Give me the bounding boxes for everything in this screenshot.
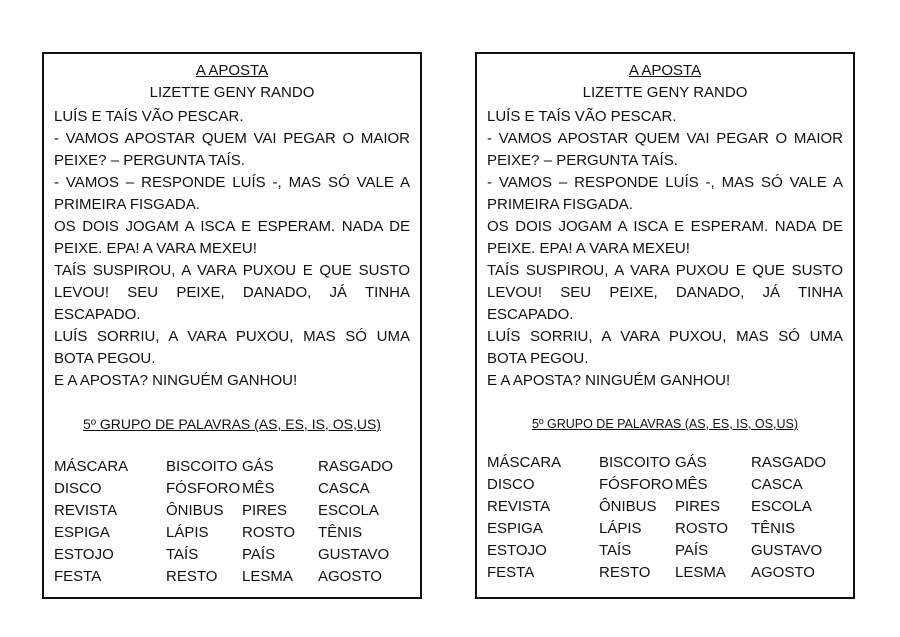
word-cell: LÁPIS bbox=[599, 520, 642, 537]
word-cell: REVISTA bbox=[54, 502, 118, 519]
word-cell: DISCO bbox=[54, 480, 102, 497]
story-paragraph: LUÍS E TAÍS VÃO PESCAR. bbox=[487, 108, 677, 125]
story-paragraph: - VAMOS APOSTAR QUEM VAI PEGAR O MAIOR PEIXE? – PERGUNTA TAÍS. bbox=[487, 130, 843, 169]
story-paragraph: LUÍS E TAÍS VÃO PESCAR. bbox=[54, 108, 244, 125]
story-paragraph: E A APOSTA? NINGUÉM GANHOU! bbox=[487, 372, 731, 389]
worksheet-card-right bbox=[475, 52, 855, 599]
word-cell: ESPIGA bbox=[487, 520, 543, 537]
word-cell: ESPIGA bbox=[54, 524, 110, 541]
word-cell: BISCOITO bbox=[166, 458, 238, 475]
story-paragraph: E A APOSTA? NINGUÉM GANHOU! bbox=[54, 372, 298, 389]
word-group-title: 5º GRUPO DE PALAVRAS (AS, ES, IS, OS,US) bbox=[532, 417, 798, 431]
word-cell: TAÍS bbox=[166, 546, 199, 563]
word-cell: PAÍS bbox=[242, 546, 276, 563]
word-cell: GÁS bbox=[675, 454, 707, 471]
word-cell: ESCOLA bbox=[318, 502, 379, 519]
word-cell: GUSTAVO bbox=[318, 546, 390, 563]
word-cell: ESCOLA bbox=[751, 498, 812, 515]
story-paragraph: OS DOIS JOGAM A ISCA E ESPERAM. NADA DE PEIXE. EPA! A VARA MEXEU! bbox=[54, 218, 410, 257]
word-cell: GÁS bbox=[242, 458, 274, 475]
word-cell: FESTA bbox=[487, 564, 535, 581]
story-text bbox=[487, 106, 843, 392]
word-cell: PIRES bbox=[675, 498, 721, 515]
worksheet-card-left bbox=[42, 52, 422, 599]
word-cell: MÊS bbox=[242, 480, 275, 497]
word-cell: GUSTAVO bbox=[751, 542, 823, 559]
word-cell: LESMA bbox=[675, 564, 726, 581]
word-grid bbox=[487, 454, 847, 594]
word-cell: RASGADO bbox=[318, 458, 394, 475]
word-cell: PIRES bbox=[242, 502, 288, 519]
word-cell: TAÍS bbox=[599, 542, 632, 559]
word-cell: BISCOITO bbox=[599, 454, 671, 471]
word-cell: DISCO bbox=[487, 476, 535, 493]
story-paragraph: - VAMOS APOSTAR QUEM VAI PEGAR O MAIOR PEIXE? – PERGUNTA TAÍS. bbox=[54, 130, 410, 169]
word-cell: MÊS bbox=[675, 476, 708, 493]
word-cell: ÔNIBUS bbox=[599, 498, 657, 515]
word-cell: MÁSCARA bbox=[487, 454, 562, 471]
word-cell: ESTOJO bbox=[54, 546, 114, 563]
story-title: A APOSTA bbox=[628, 62, 702, 79]
word-cell: TÊNIS bbox=[751, 520, 796, 537]
word-grid bbox=[54, 458, 414, 598]
word-cell: REVISTA bbox=[487, 498, 551, 515]
story-paragraph: TAÍS SUSPIROU, A VARA PUXOU E QUE SUSTO LEVOU! SEU PEIXE, DANADO, JÁ TINHA ESCAPADO. bbox=[487, 262, 843, 323]
word-cell: ROSTO bbox=[675, 520, 729, 537]
word-cell: ÔNIBUS bbox=[166, 502, 224, 519]
word-cell: FESTA bbox=[54, 568, 102, 585]
word-cell: FÓSFORO bbox=[599, 476, 674, 493]
story-text bbox=[54, 106, 410, 392]
story-paragraph: - VAMOS – RESPONDE LUÍS -, MAS SÓ VALE A PRIMEIRA FISGADA. bbox=[54, 174, 410, 213]
word-cell: RESTO bbox=[599, 564, 651, 581]
word-cell: PAÍS bbox=[675, 542, 709, 559]
word-cell: CASCA bbox=[751, 476, 803, 493]
word-cell: MÁSCARA bbox=[54, 458, 129, 475]
word-cell: RASGADO bbox=[751, 454, 827, 471]
story-paragraph: TAÍS SUSPIROU, A VARA PUXOU E QUE SUSTO LEVOU! SEU PEIXE, DANADO, JÁ TINHA ESCAPADO. bbox=[54, 262, 410, 323]
story-paragraph: OS DOIS JOGAM A ISCA E ESPERAM. NADA DE PEIXE. EPA! A VARA MEXEU! bbox=[487, 218, 843, 257]
story-paragraph: LUÍS SORRIU, A VARA PUXOU, MAS SÓ UMA BOTA PEGOU. bbox=[487, 328, 843, 367]
word-group-title: 5º GRUPO DE PALAVRAS (AS, ES, IS, OS,US) bbox=[83, 416, 381, 432]
word-cell: FÓSFORO bbox=[166, 480, 241, 497]
word-cell: LESMA bbox=[242, 568, 293, 585]
word-cell: ESTOJO bbox=[487, 542, 547, 559]
word-cell: TÊNIS bbox=[318, 524, 363, 541]
story-paragraph: LUÍS SORRIU, A VARA PUXOU, MAS SÓ UMA BOTA PEGOU. bbox=[54, 328, 410, 367]
word-cell: RESTO bbox=[166, 568, 218, 585]
word-cell: ROSTO bbox=[242, 524, 296, 541]
word-cell: CASCA bbox=[318, 480, 370, 497]
story-title: A APOSTA bbox=[195, 62, 269, 79]
word-cell: LÁPIS bbox=[166, 524, 209, 541]
story-paragraph: - VAMOS – RESPONDE LUÍS -, MAS SÓ VALE A PRIMEIRA FISGADA. bbox=[487, 174, 843, 213]
word-cell: AGOSTO bbox=[751, 564, 815, 581]
word-cell: AGOSTO bbox=[318, 568, 382, 585]
story-author: LIZETTE GENY RANDO bbox=[582, 84, 748, 101]
story-author: LIZETTE GENY RANDO bbox=[149, 84, 315, 101]
